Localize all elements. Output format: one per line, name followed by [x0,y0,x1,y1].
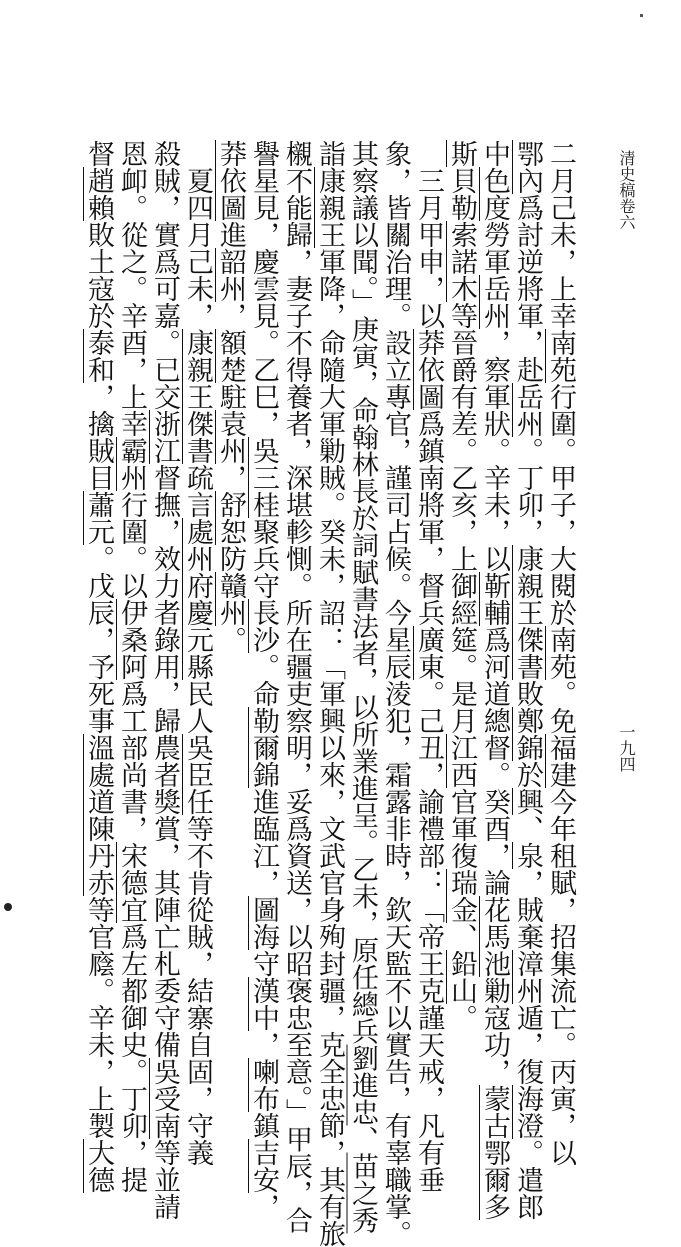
text-segment: 爲鎮南將軍，督兵 [413,410,444,626]
text-segment: 勦寇功， [479,977,510,1085]
proper-noun: 莽依圖 [215,140,246,221]
text-segment: 防 [215,545,246,572]
proper-noun: 花馬池 [479,896,510,977]
proper-noun: 袁州 [215,410,246,464]
text-column [247,140,280,1220]
proper-noun: 劉進忠 [347,1044,378,1126]
proper-noun: 溫處道 [83,734,114,815]
text-segment: 爲討逆將軍，赴 [512,194,543,383]
text-segment: 督撫，效力者錄用，歸農者獎賞，其陣亡札委守備 [149,464,180,1058]
proper-noun: 吉安 [248,1139,279,1193]
page-number: 一九四 [617,724,636,772]
text-column [214,140,247,940]
text-segment: 。 [446,1004,477,1031]
proper-noun: 岳州 [512,383,543,437]
text-segment: 敗 [512,680,543,707]
proper-noun: 贛州 [215,572,246,626]
text-segment: 。遣郎 [512,1139,543,1220]
proper-noun: 長沙 [248,599,279,653]
text-segment: 聚兵守 [248,518,279,599]
text-segment: 今年租賦，招集流亡。丙寅，以 [545,788,576,1166]
text-segment: 。戊辰，予死事 [83,545,114,734]
text-segment: ，賊棄 [512,869,543,950]
proper-noun: 色度 [479,167,510,221]
proper-noun: 處州府慶元縣 [182,518,213,680]
text-segment: ， [248,1031,279,1058]
text-segment: 爲左都御史。丁卯，提 [116,923,147,1193]
text-column [148,140,181,1220]
running-header: 清史稿卷六 [617,150,636,230]
text-segment: 等不肯從賊，結寨自固，守義 [182,815,213,1166]
proper-noun: 伊桑阿 [116,599,147,680]
text-column [511,140,544,1220]
text-segment: 爲河道總督。癸酉，論 [479,626,510,896]
text-segment: 進 [215,221,246,248]
text-segment: 。免 [545,680,576,734]
text-segment: 敗土寇於 [83,221,114,329]
text-segment: ， [215,464,246,491]
text-segment: 貝勒 [446,167,477,221]
text-segment: ， [248,1193,279,1220]
text-segment: 行圍。以 [116,491,147,599]
proper-noun: 陳丹赤 [83,815,114,896]
proper-noun: 南苑 [545,626,576,680]
proper-noun: 江西 [446,734,477,788]
proper-noun: 蕭元 [83,491,114,545]
text-segment: 督 [83,140,114,167]
text-segment: 中 [479,140,510,167]
proper-noun: 福建 [545,734,576,788]
text-segment: 駐 [215,383,246,410]
proper-noun: 勒爾錦 [248,707,279,788]
text-column [115,140,148,1193]
text-segment: 鎮 [248,1112,279,1139]
text-column [412,140,445,1193]
text-segment: 、 [347,1125,378,1153]
text-segment: 爲工部尚書， [116,680,147,842]
proper-noun: 斯 [446,140,477,167]
proper-noun: 泉 [512,842,543,869]
proper-noun: 圖海 [248,896,279,950]
text-segment: 等並請 [149,1139,180,1220]
text-segment: 詣 [314,140,345,167]
text-segment: 進臨江， [248,788,279,896]
text-column [379,140,412,1247]
proper-noun: 鄂內 [512,140,543,194]
proper-noun: 鄭錦 [512,707,543,761]
proper-noun: 泰和 [83,329,114,383]
text-segment: 、 [446,923,477,950]
proper-noun: 苗之秀 [347,1152,378,1234]
text-segment: 。丁卯， [512,437,543,545]
text-column [280,140,313,1234]
proper-noun: 喇布 [248,1058,279,1112]
text-segment: 櫬不能歸，妻子不得養者，深堪軫惻。所在疆吏察明，妥爲資送，以昭褒忠至意。」甲辰，合 [281,140,312,1234]
text-segment: 殺賊，實爲可嘉。已交 [149,140,180,410]
text-segment: 等官廕。辛未，上製 [83,896,114,1139]
proper-noun: 鄂爾多 [479,1139,510,1220]
text-column [544,140,577,1166]
proper-noun: 海澄 [512,1085,543,1139]
text-segment: 等晉爵有差。乙亥，上御經筵。是月 [446,302,477,734]
text-segment: ，擒賊目 [83,383,114,491]
text-segment: 恩卹。從之。辛酉，上幸 [116,140,147,437]
proper-noun: 額楚 [215,329,246,383]
text-segment: 。 [215,626,246,653]
proper-noun: 浙江 [149,410,180,464]
text-segment: 三月甲申，以 [413,140,444,329]
proper-noun: 漳州 [512,950,543,1004]
text-segment: 疏言 [182,464,213,518]
text-segment: ， [215,302,246,329]
text-segment: 遁，復 [512,1004,543,1085]
proper-noun: 康親王傑書 [512,545,543,680]
proper-noun: 霸州 [116,437,147,491]
text-segment: 守 [248,950,279,977]
proper-noun: 吳受南 [149,1058,180,1139]
proper-noun: 康親王傑書 [182,329,213,464]
proper-noun: 廣東 [413,626,444,680]
text-column [346,140,379,1234]
text-segment: 。命 [248,653,279,707]
proper-noun: 韶州 [215,248,246,302]
text-segment: 軍降，命隨大軍勦賊。癸未，詔：「軍興以來，文武官身殉封疆，克全忠節，其有旅 [314,248,345,1247]
proper-noun: 吳三桂 [248,437,279,518]
text-segment: 其察議以聞。」庚寅，命翰林長於詞賦書法者，以所業進呈。乙未，原任總兵 [347,140,378,1045]
proper-noun: 吳臣任 [182,734,213,815]
proper-noun: 大德 [83,1139,114,1193]
text-segment: 象，皆關治理。設立專官，謹司占候。今星辰淩犯，霜露非時，欽天監不以實告，有辜職掌。 [380,140,411,1247]
proper-noun: 索諾木 [446,221,477,302]
proper-noun: 靳輔 [479,572,510,626]
proper-noun: 興 [512,788,543,815]
proper-noun: 岳州 [479,275,510,329]
proper-noun: 蒙古 [479,1085,510,1139]
proper-noun: 南苑 [545,329,576,383]
text-segment: 行圍。甲子，大閱於 [545,383,576,626]
proper-noun: 康親王 [314,167,345,248]
vertical-text-body [75,140,577,1247]
proper-noun: 瑞金 [446,869,477,923]
text-segment: 譽星見，慶雲見。乙巳， [248,140,279,437]
scan-dot [4,903,12,911]
text-segment: 夏四月己未， [182,140,213,329]
text-column [82,140,115,1193]
proper-noun: 趙賴 [83,167,114,221]
text-segment: 。己丑，諭禮部：「帝王克謹天戒，凡有垂 [413,680,444,1193]
scan-speck [640,14,643,17]
text-segment: 於 [512,761,543,788]
text-segment: 官軍復 [446,788,477,869]
text-column [313,140,346,1247]
text-column [181,140,214,1166]
text-segment: ，察軍狀。辛未，以 [479,329,510,572]
text-segment: 、 [512,815,543,842]
proper-noun: 漢中 [248,977,279,1031]
text-column [445,140,478,1031]
text-segment: 二月己未，上幸 [545,140,576,329]
proper-noun: 宋德宜 [116,842,147,923]
proper-noun: 莽依圖 [413,329,444,410]
proper-noun: 舒恕 [215,491,246,545]
text-column [478,140,511,1220]
text-segment: 勞軍 [479,221,510,275]
proper-noun: 鉛山 [446,950,477,1004]
text-segment: 民人 [182,680,213,734]
